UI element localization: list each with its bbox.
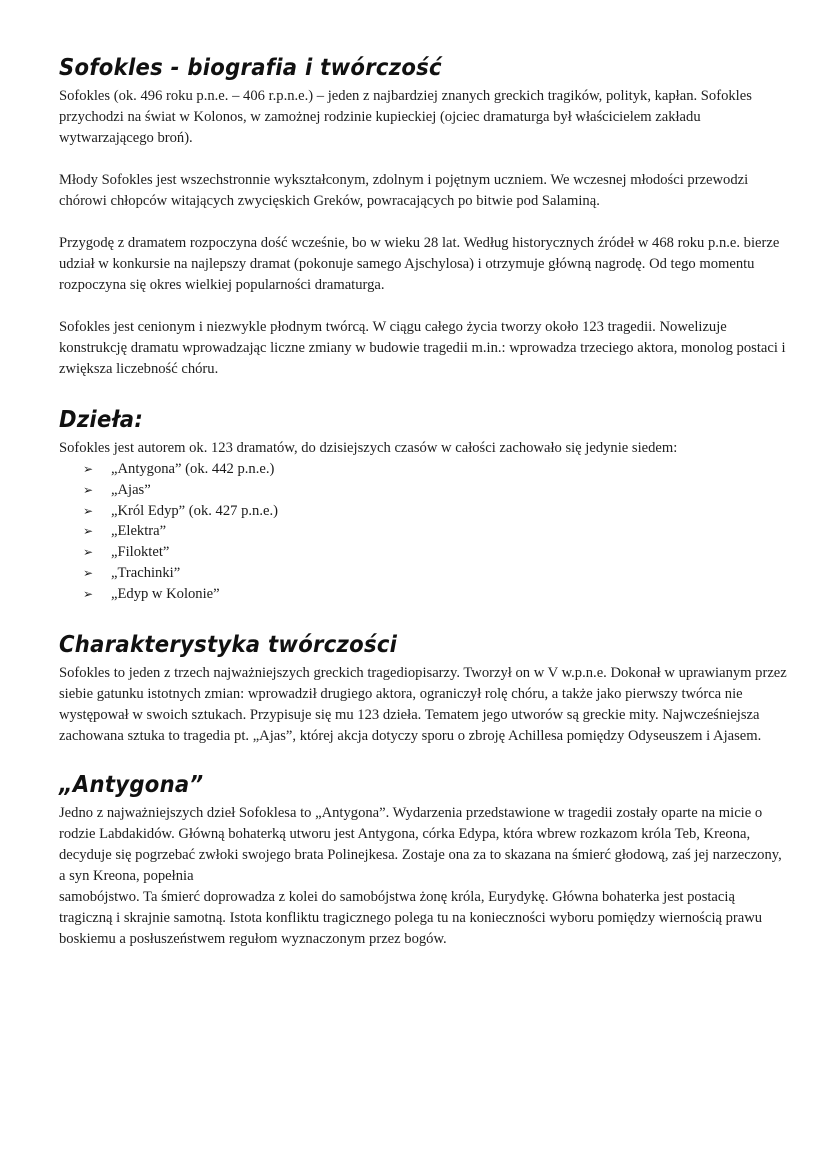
heading-antigone: „Antygona”	[59, 771, 204, 798]
paragraph-bio-3: Przygodę z dramatem rozpoczyna dość wcześnie, bo w wieku 28 lat. Według historycznych źródeł w 468 roku p.n.e. bierze udział w konkursie na najlepszy dramat (pokonuje samego Ajschylosa) i otrzymuje główną nagrodę. Od tego momentu rozpoczyna się okres wielkiej popularności dramaturga.	[59, 235, 780, 293]
list-item: ➢ „Filoktet”	[83, 542, 789, 563]
heading-characteristics: Charakterystyka twórczości	[59, 631, 398, 658]
arrow-bullet-icon: ➢	[83, 524, 94, 539]
arrow-bullet-icon: ➢	[83, 462, 94, 476]
section-antigone	[59, 767, 789, 950]
arrow-bullet-icon: ➢	[83, 586, 94, 601]
list-item: ➢ „Trachinki”	[83, 563, 789, 584]
heading-biography: Sofokles - biografia i twórczość	[59, 55, 442, 81]
section-characteristics	[59, 627, 789, 747]
paragraph-bio-2: Młody Sofokles jest wszechstronnie wykształconym, zdolnym i pojętnym uczniem. We wczesnej młodości przewodzi chórowi chłopców witających zwycięskich Greków, powracających po bitwie pod Salaminą.	[59, 172, 749, 209]
list-item: ➢ „Edyp w Kolonie”	[83, 584, 789, 605]
works-intro: Sofokles jest autorem ok. 123 dramatów, do dzisiejszych czasów w całości zachowało się jedynie siedem:	[59, 440, 678, 456]
document-page	[59, 50, 789, 950]
list-item: ➢ „Król Edyp” (ok. 427 p.n.e.)	[83, 501, 789, 522]
list-item: ➢ „Antygona” (ok. 442 p.n.e.)	[83, 459, 789, 480]
arrow-bullet-icon: ➢	[83, 545, 94, 560]
heading-works: Dzieła:	[59, 407, 144, 433]
arrow-bullet-icon: ➢	[83, 565, 94, 580]
list-item: ➢ „Ajas”	[83, 480, 789, 501]
section-biography	[59, 50, 789, 380]
paragraph-antigone-2: samobójstwo. Ta śmierć doprowadza z kolei do samobójstwa żonę króla, Eurydykę. Główna bohaterka jest postacią tragiczną i skrajnie samotną. Istota konfliktu tragicznego polega tu na konieczności wyboru pomiędzy wiernością prawu boskiemu a posłuszeństwem regułom wyznaczonym przez bogów.	[59, 888, 763, 947]
list-item: ➢ „Elektra”	[83, 521, 789, 542]
paragraph-bio-1: Sofokles (ok. 496 roku p.n.e. – 406 r.p.n.e.) – jeden z najbardziej znanych greckich tragików, polityk, kapłan. Sofokles przychodzi na świat w Kolonos, w zamożnej rodzinie kupieckiej (ojciec dramaturga był właścicielem zakładu wytwarzającego broń).	[59, 88, 752, 146]
section-works	[59, 402, 789, 605]
arrow-bullet-icon: ➢	[83, 503, 94, 518]
paragraph-antigone-1: Jedno z najważniejszych dzieł Sofoklesa to „Antygona”. Wydarzenia przedstawione w tragedii zostały oparte na micie o rodzie Labdakidów. Główną bohaterką utworu jest Antygona, córka Edypa, która wbrew rozkazom króla Teb, Kreona, decyduje się pogrzebać zwłoki swojego brata Polinejkesa. Zostaje ona za to skazana na śmierć głodową, zaś jej narzeczony, a syn Kreona, popełnia	[59, 804, 782, 884]
paragraph-bio-4: Sofokles jest cenionym i niezwykle płodnym twórcą. W ciągu całego życia tworzy około 123 tragedii. Nowelizuje konstrukcję dramatu wprowadzając liczne zmiany w budowie tragedii m.in.: wprowadza trzeciego aktora, monolog postaci i zwiększa liczebność chóru.	[59, 319, 786, 377]
paragraph-characteristics: Sofokles to jeden z trzech najważniejszych greckich tragediopisarzy. Tworzył on w V w.p.n.e. Dokonał w uprawianym przez siebie gatunku istotnych zmian: wprowadził drugiego aktora, ograniczył rolę chóru, a także jako pierwszy twórca nie występował w swoich sztukach. Przypisuje się mu 123 dzieła. Tematem jego utworów są greckie mity. Najwcześniejsza zachowana sztuka to tragedia pt. „Ajas”, której akcja dotyczy sporu o zbroję Achillesa pomiędzy Odyseuszem i Ajasem.	[59, 664, 787, 744]
arrow-bullet-icon: ➢	[83, 482, 94, 497]
works-list	[59, 459, 789, 605]
